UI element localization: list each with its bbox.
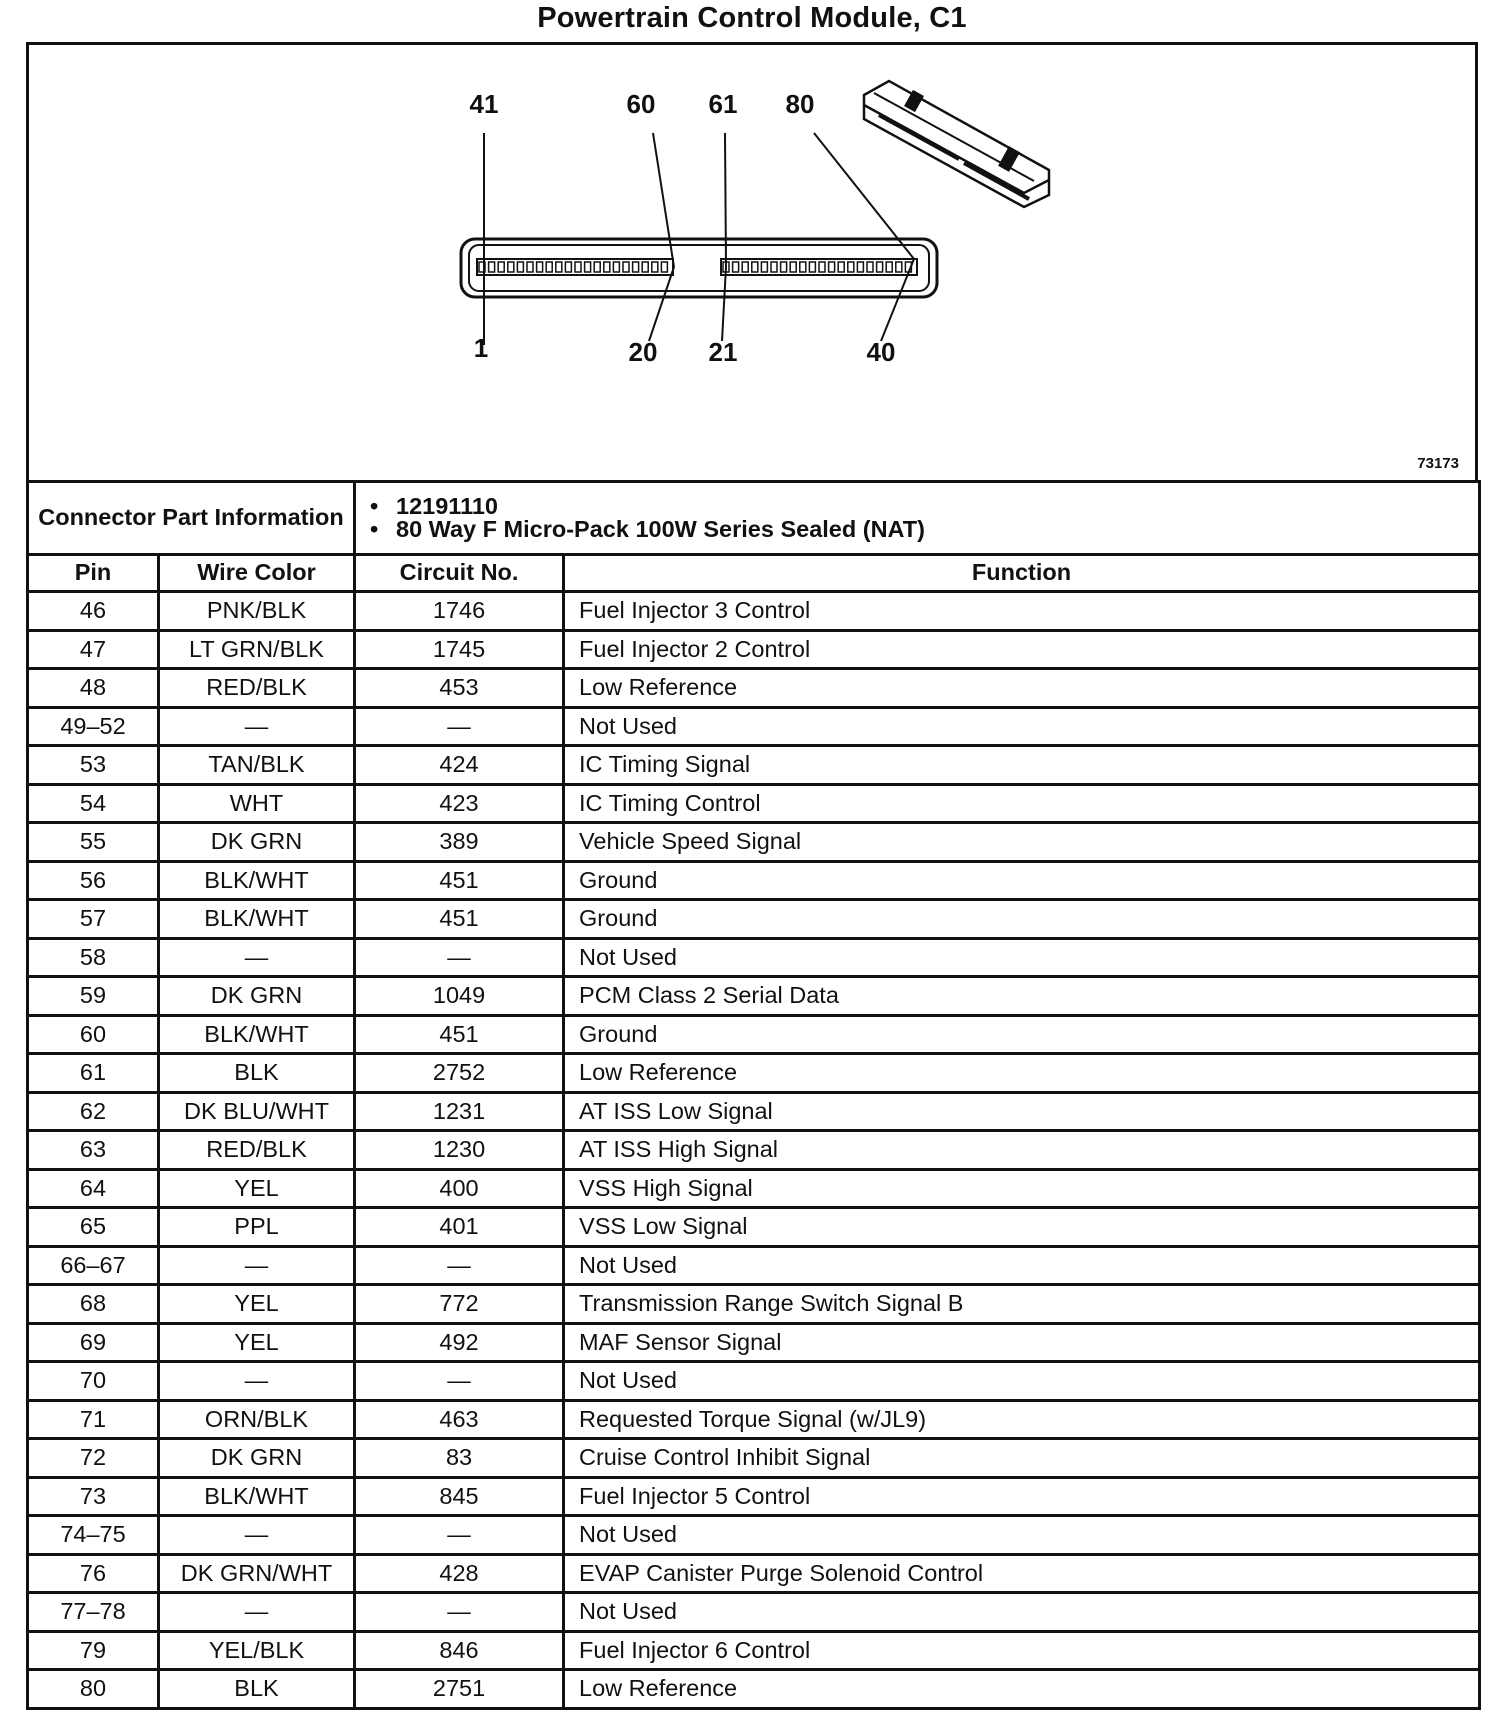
function-cell: VSS Low Signal [564,1208,1480,1247]
wire-color-cell: — [159,1246,355,1285]
function-cell: AT ISS Low Signal [564,1092,1480,1131]
function-cell: Not Used [564,1593,1480,1632]
pin-cell: 57 [28,900,159,939]
function-cell: Low Reference [564,1670,1480,1709]
pin-cell: 71 [28,1400,159,1439]
circuit-number-cell: 423 [355,784,564,823]
pin-cavity [489,262,495,272]
circuit-number-cell: 2752 [355,1054,564,1093]
circuit-number-cell: — [355,1516,564,1555]
pin-cavity [556,262,562,272]
pin-cell: 80 [28,1670,159,1709]
wire-color-cell: DK GRN/WHT [159,1554,355,1593]
function-cell: Fuel Injector 5 Control [564,1477,1480,1516]
connector-info-label: Connector Part Information [28,482,355,555]
pin-cell: 61 [28,1054,159,1093]
pin-cavity [546,262,552,272]
circuit-number-cell: 400 [355,1169,564,1208]
circuit-number-cell: 424 [355,746,564,785]
pin-cell: 55 [28,823,159,862]
wire-color-cell: RED/BLK [159,669,355,708]
circuit-number-cell: 428 [355,1554,564,1593]
pin-cavity [565,262,571,272]
pin-label-1: 1 [473,333,489,363]
function-cell: Requested Torque Signal (w/JL9) [564,1400,1480,1439]
circuit-number-cell: — [355,1362,564,1401]
pin-cavity [790,262,796,272]
wire-color-cell: — [159,1593,355,1632]
wire-color-cell: BLK/WHT [159,900,355,939]
page-title: Powertrain Control Module, C1 [537,2,967,34]
pin-cell: 58 [28,938,159,977]
function-cell: Low Reference [564,1054,1480,1093]
pin-cavity [733,262,739,272]
circuit-number-cell: 2751 [355,1670,564,1709]
circuit-number-cell: — [355,1593,564,1632]
column-header-wire-color: Wire Color [159,555,355,592]
pin-cell: 69 [28,1323,159,1362]
pin-label-61: 61 [708,89,738,119]
pin-cell: 68 [28,1285,159,1324]
table-row [28,823,1480,862]
pin-label-21: 21 [708,337,738,367]
wire-color-cell: — [159,1516,355,1555]
wire-color-cell: BLK/WHT [159,1015,355,1054]
wire-color-cell: PNK/BLK [159,592,355,631]
pin-cavity [633,262,639,272]
circuit-number-cell: 463 [355,1400,564,1439]
circuit-number-cell: 451 [355,1015,564,1054]
table-row [28,630,1480,669]
pin-cell: 53 [28,746,159,785]
circuit-number-cell: 846 [355,1631,564,1670]
pin-cavity [857,262,863,272]
wire-color-cell: DK GRN [159,977,355,1016]
connector-diagram [29,45,1475,481]
circuit-number-cell: 1049 [355,977,564,1016]
connector-description: • 80 Way F Micro-Pack 100W Series Sealed (NAT) [396,518,1478,542]
pin-label-60: 60 [626,89,656,119]
pin-cell: 73 [28,1477,159,1516]
pin-cell: 74–75 [28,1516,159,1555]
pin-cell: 65 [28,1208,159,1247]
pin-label-20: 20 [628,337,658,367]
table-row [28,1015,1480,1054]
pin-cell: 77–78 [28,1593,159,1632]
pin-cavity [742,262,748,272]
table-row [28,1670,1480,1709]
function-cell: Low Reference [564,669,1480,708]
pin-cavity [752,262,758,272]
table-row [28,1593,1480,1632]
table-row [28,1092,1480,1131]
function-cell: Ground [564,861,1480,900]
wire-color-cell: DK GRN [159,823,355,862]
function-cell: IC Timing Signal [564,746,1480,785]
function-cell: VSS High Signal [564,1169,1480,1208]
pin-cavity [838,262,844,272]
function-cell: Ground [564,1015,1480,1054]
wire-color-cell: TAN/BLK [159,746,355,785]
pin-cavity [517,262,523,272]
function-cell: PCM Class 2 Serial Data [564,977,1480,1016]
pin-cavity [819,262,825,272]
pin-cavity [781,262,787,272]
pin-cell: 54 [28,784,159,823]
table-row [28,1323,1480,1362]
pin-cell: 64 [28,1169,159,1208]
table-row [28,1131,1480,1170]
pin-cavity [604,262,610,272]
table-row [28,977,1480,1016]
pin-label-41: 41 [469,89,499,119]
function-cell: Vehicle Speed Signal [564,823,1480,862]
pin-cavity [896,262,902,272]
pin-cavity [613,262,619,272]
pin-cell: 79 [28,1631,159,1670]
table-row [28,1208,1480,1247]
connector-figure [26,42,1478,480]
column-header-circuit-no: Circuit No. [355,555,564,592]
wire-color-cell: — [159,707,355,746]
figure-id: 73173 [1417,455,1459,472]
table-row [28,1400,1480,1439]
table-row [28,1054,1480,1093]
function-cell: Not Used [564,1516,1480,1555]
pin-cavity [585,262,591,272]
circuit-number-cell: 1231 [355,1092,564,1131]
pin-cell: 47 [28,630,159,669]
pin-table [26,480,1481,1710]
pin-cavity [498,262,504,272]
wire-color-cell: BLK/WHT [159,1477,355,1516]
pin-cell: 63 [28,1131,159,1170]
function-cell: Fuel Injector 6 Control [564,1631,1480,1670]
circuit-number-cell: 772 [355,1285,564,1324]
wire-color-cell: LT GRN/BLK [159,630,355,669]
pin-cell: 60 [28,1015,159,1054]
pin-cell: 72 [28,1439,159,1478]
function-cell: Transmission Range Switch Signal B [564,1285,1480,1324]
function-cell: Fuel Injector 3 Control [564,592,1480,631]
function-cell: Cruise Control Inhibit Signal [564,1439,1480,1478]
column-header-function: Function [564,555,1480,592]
circuit-number-cell: 1746 [355,592,564,631]
circuit-number-cell: — [355,938,564,977]
table-row [28,938,1480,977]
table-row [28,592,1480,631]
circuit-number-cell: 451 [355,861,564,900]
wire-color-cell: YEL [159,1323,355,1362]
pin-cavity [848,262,854,272]
table-row [28,1554,1480,1593]
function-cell: Fuel Injector 2 Control [564,630,1480,669]
wire-color-cell: YEL/BLK [159,1631,355,1670]
pin-cavity [661,262,667,272]
circuit-number-cell: 1745 [355,630,564,669]
pin-cell: 70 [28,1362,159,1401]
table-row [28,1362,1480,1401]
pin-label-80: 80 [785,89,815,119]
table-header-row [28,555,1480,592]
pin-cavity [594,262,600,272]
pin-cell: 66–67 [28,1246,159,1285]
table-row [28,1631,1480,1670]
table-row [28,861,1480,900]
function-cell: Not Used [564,1362,1480,1401]
wire-color-cell: DK GRN [159,1439,355,1478]
pin-cavity [829,262,835,272]
function-cell: AT ISS High Signal [564,1131,1480,1170]
table-row [28,746,1480,785]
wire-color-cell: YEL [159,1169,355,1208]
function-cell: Not Used [564,938,1480,977]
connector-isometric-icon [864,81,1049,207]
wire-color-cell: — [159,1362,355,1401]
pin-cavity [886,262,892,272]
pin-cavity [809,262,815,272]
pin-cavity [652,262,658,272]
pin-cavity [877,262,883,272]
circuit-number-cell: 389 [355,823,564,862]
connector-part-number: • 12191110 [396,495,1478,519]
pin-cell: 48 [28,669,159,708]
pin-cavity [761,262,767,272]
pin-cavity [537,262,543,272]
function-cell: IC Timing Control [564,784,1480,823]
wire-color-cell: BLK [159,1054,355,1093]
pin-cell: 62 [28,1092,159,1131]
pin-label-40: 40 [866,337,896,367]
wire-color-cell: RED/BLK [159,1131,355,1170]
circuit-number-cell: 1230 [355,1131,564,1170]
wire-color-cell: BLK [159,1670,355,1709]
circuit-number-cell: 492 [355,1323,564,1362]
table-row [28,1285,1480,1324]
pin-cell: 46 [28,592,159,631]
circuit-number-cell: 453 [355,669,564,708]
connector-face [461,239,937,297]
pin-cell: 49–52 [28,707,159,746]
pin-cavity [642,262,648,272]
function-cell: Ground [564,900,1480,939]
connector-info-row [28,482,1480,555]
pin-cavity [508,262,514,272]
pin-cavity [527,262,533,272]
circuit-number-cell: 845 [355,1477,564,1516]
connector-info-values [355,482,1480,555]
table-row [28,900,1480,939]
wire-color-cell: ORN/BLK [159,1400,355,1439]
table-row [28,1246,1480,1285]
wire-color-cell: BLK/WHT [159,861,355,900]
function-cell: Not Used [564,1246,1480,1285]
wire-color-cell: — [159,938,355,977]
table-row [28,1169,1480,1208]
function-cell: EVAP Canister Purge Solenoid Control [564,1554,1480,1593]
table-row [28,1477,1480,1516]
table-row [28,707,1480,746]
pin-cavity [800,262,806,272]
pin-cavity [575,262,581,272]
pin-cavities-left [479,262,667,272]
column-header-pin: Pin [28,555,159,592]
circuit-number-cell: 401 [355,1208,564,1247]
table-row [28,784,1480,823]
circuit-number-cell: — [355,707,564,746]
wire-color-cell: DK BLU/WHT [159,1092,355,1131]
pin-cell: 76 [28,1554,159,1593]
pin-cavity [623,262,629,272]
wire-color-cell: WHT [159,784,355,823]
circuit-number-cell: — [355,1246,564,1285]
function-cell: MAF Sensor Signal [564,1323,1480,1362]
pin-cavity [867,262,873,272]
function-cell: Not Used [564,707,1480,746]
table-row [28,1439,1480,1478]
pin-cell: 59 [28,977,159,1016]
circuit-number-cell: 83 [355,1439,564,1478]
circuit-number-cell: 451 [355,900,564,939]
pin-cavities-right [723,262,911,272]
wire-color-cell: PPL [159,1208,355,1247]
wire-color-cell: YEL [159,1285,355,1324]
pin-cavity [771,262,777,272]
pin-cell: 56 [28,861,159,900]
table-row [28,669,1480,708]
table-row [28,1516,1480,1555]
